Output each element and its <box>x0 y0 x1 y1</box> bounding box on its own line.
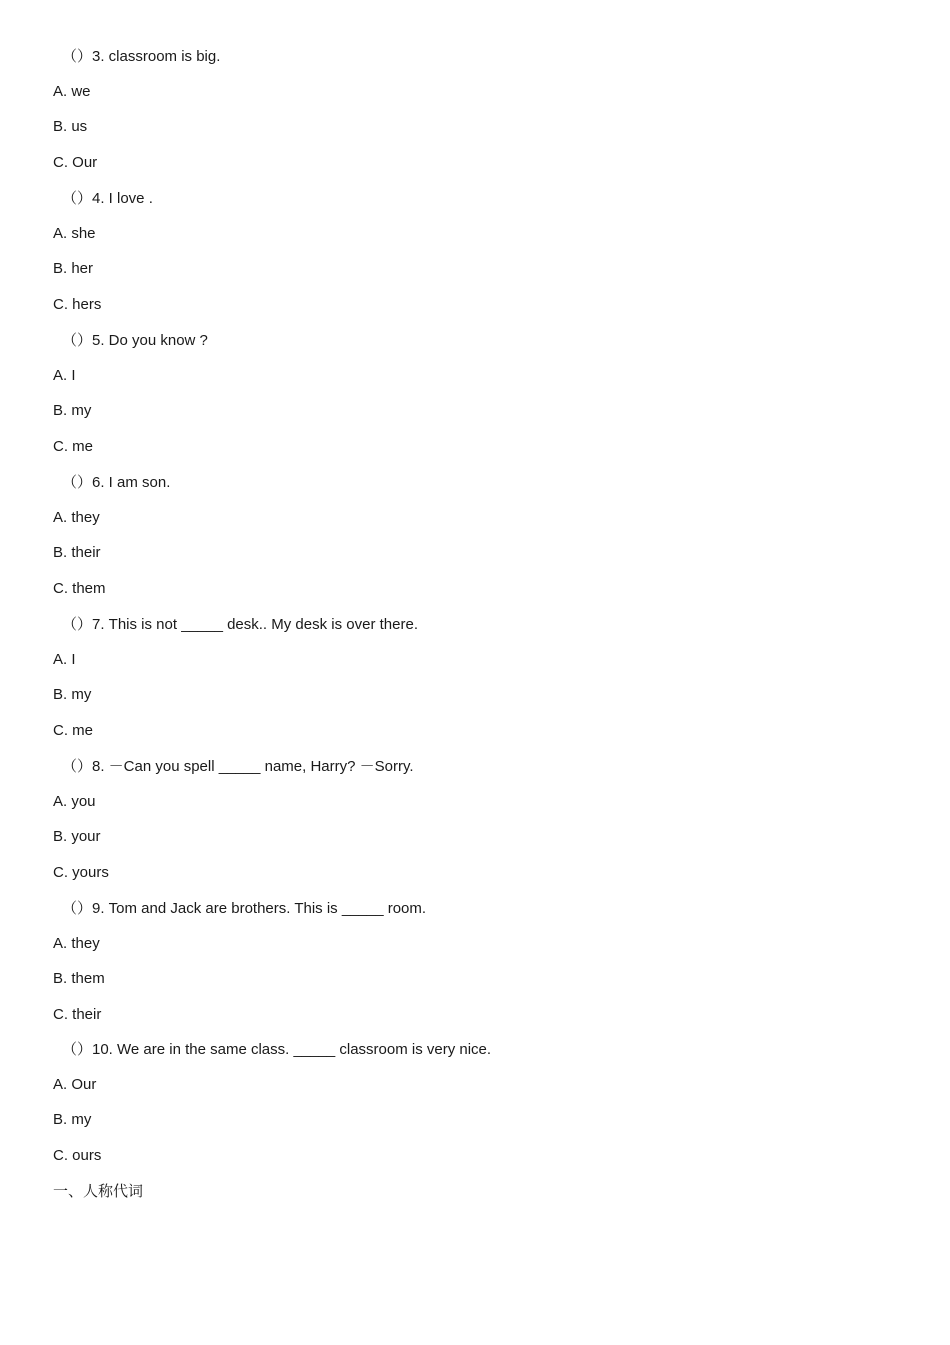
option-c: C. hers <box>53 296 102 313</box>
option-a: A. you <box>53 793 96 810</box>
option-c: C. them <box>53 580 106 597</box>
option-c: C. me <box>53 722 94 739</box>
section-heading: 一、人称代词 <box>53 1182 144 1200</box>
option-a: A. Our <box>53 1076 97 1093</box>
question-stem: （）3. classroom is big. <box>62 48 221 65</box>
option-b: B. my <box>53 1111 92 1128</box>
option-b: B. my <box>53 402 92 419</box>
option-a: A. they <box>53 509 100 526</box>
question-stem: （）9. Tom and Jack are brothers. This is _____ room. <box>62 900 427 917</box>
option-a: A. I <box>53 651 76 668</box>
question-stem: （）6. I am son. <box>62 474 171 491</box>
option-b: B. your <box>53 828 101 845</box>
option-a: A. we <box>53 83 91 100</box>
option-b: B. their <box>53 544 101 561</box>
question-stem: （）5. Do you know ? <box>62 332 208 349</box>
question-stem: （）7. This is not _____ desk.. My desk is over there. <box>62 616 418 633</box>
option-a: A. I <box>53 367 76 384</box>
option-c: C. ours <box>53 1147 102 1164</box>
option-c: C. yours <box>53 864 109 881</box>
option-a: A. they <box>53 935 100 952</box>
option-b: B. them <box>53 970 105 987</box>
option-c: C. their <box>53 1006 102 1023</box>
option-a: A. she <box>53 225 96 242</box>
question-stem: （）4. I love . <box>62 190 153 207</box>
option-b: B. us <box>53 118 88 135</box>
option-b: B. her <box>53 260 94 277</box>
option-c: C. me <box>53 438 94 455</box>
option-b: B. my <box>53 686 92 703</box>
option-c: C. Our <box>53 154 98 171</box>
question-stem: （）8. －Can you spell _____ name, Harry? －Sorry. <box>62 758 414 775</box>
question-stem: （）10. We are in the same class. _____ classroom is very nice. <box>62 1041 492 1058</box>
